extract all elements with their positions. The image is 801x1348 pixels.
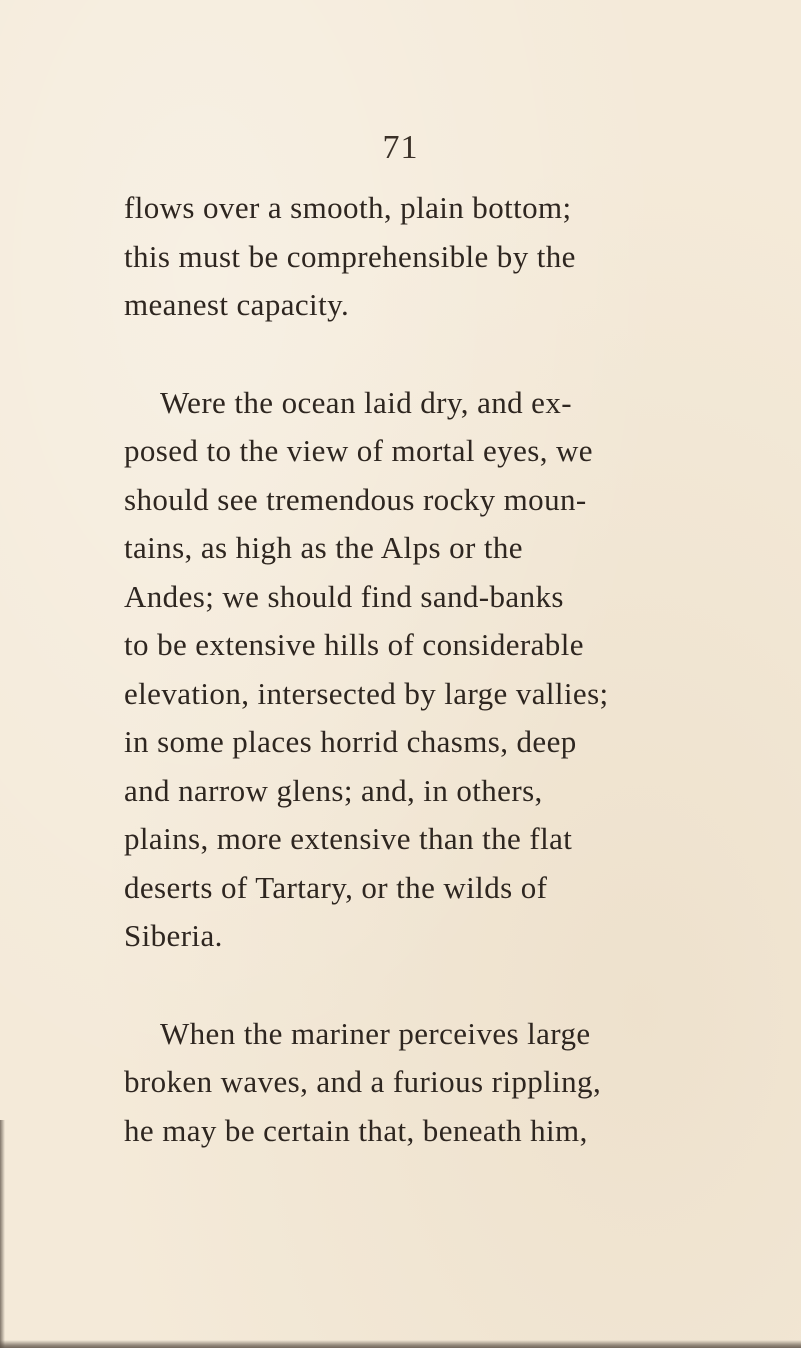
text-line: flows over a smooth, plain bottom; xyxy=(124,190,572,225)
text-line: meanest capacity. xyxy=(124,287,350,322)
text-line: broken waves, and a furious rippling, xyxy=(124,1064,602,1099)
text-line: he may be certain that, beneath him, xyxy=(124,1112,588,1148)
text-line: Were the ocean laid dry, and ex- xyxy=(160,384,572,420)
text-line: this must be comprehensible by the xyxy=(124,238,576,274)
text-line: elevation, intersected by large vallies; xyxy=(124,675,609,711)
page-number: 71 xyxy=(382,129,419,166)
paragraph-gap xyxy=(124,961,724,1010)
paragraph-2 xyxy=(124,379,724,961)
page-text xyxy=(124,184,724,1155)
paragraph-3 xyxy=(124,1010,724,1156)
text-line: Andes; we should find sand-banks xyxy=(124,578,564,614)
text-line: tains, as high as the Alps or the xyxy=(124,530,523,565)
text-line: in some places horrid chasms, deep xyxy=(124,724,577,759)
text-line: deserts of Tartary, or the wilds of xyxy=(124,869,548,905)
paragraph-gap xyxy=(124,330,724,379)
paragraph-1 xyxy=(124,184,724,330)
text-line: to be extensive hills of considerable xyxy=(124,627,584,662)
text-line: should see tremendous rocky moun- xyxy=(124,481,587,517)
text-line: and narrow glens; and, in others, xyxy=(124,772,543,808)
text-line: Siberia. xyxy=(124,918,223,953)
page-edge-shadow xyxy=(0,1120,5,1348)
text-line: When the mariner perceives large xyxy=(160,1015,591,1051)
page-bottom-edge xyxy=(0,1340,801,1348)
text-line: plains, more extensive than the flat xyxy=(124,821,573,856)
text-line: posed to the view of mortal eyes, we xyxy=(124,433,593,468)
